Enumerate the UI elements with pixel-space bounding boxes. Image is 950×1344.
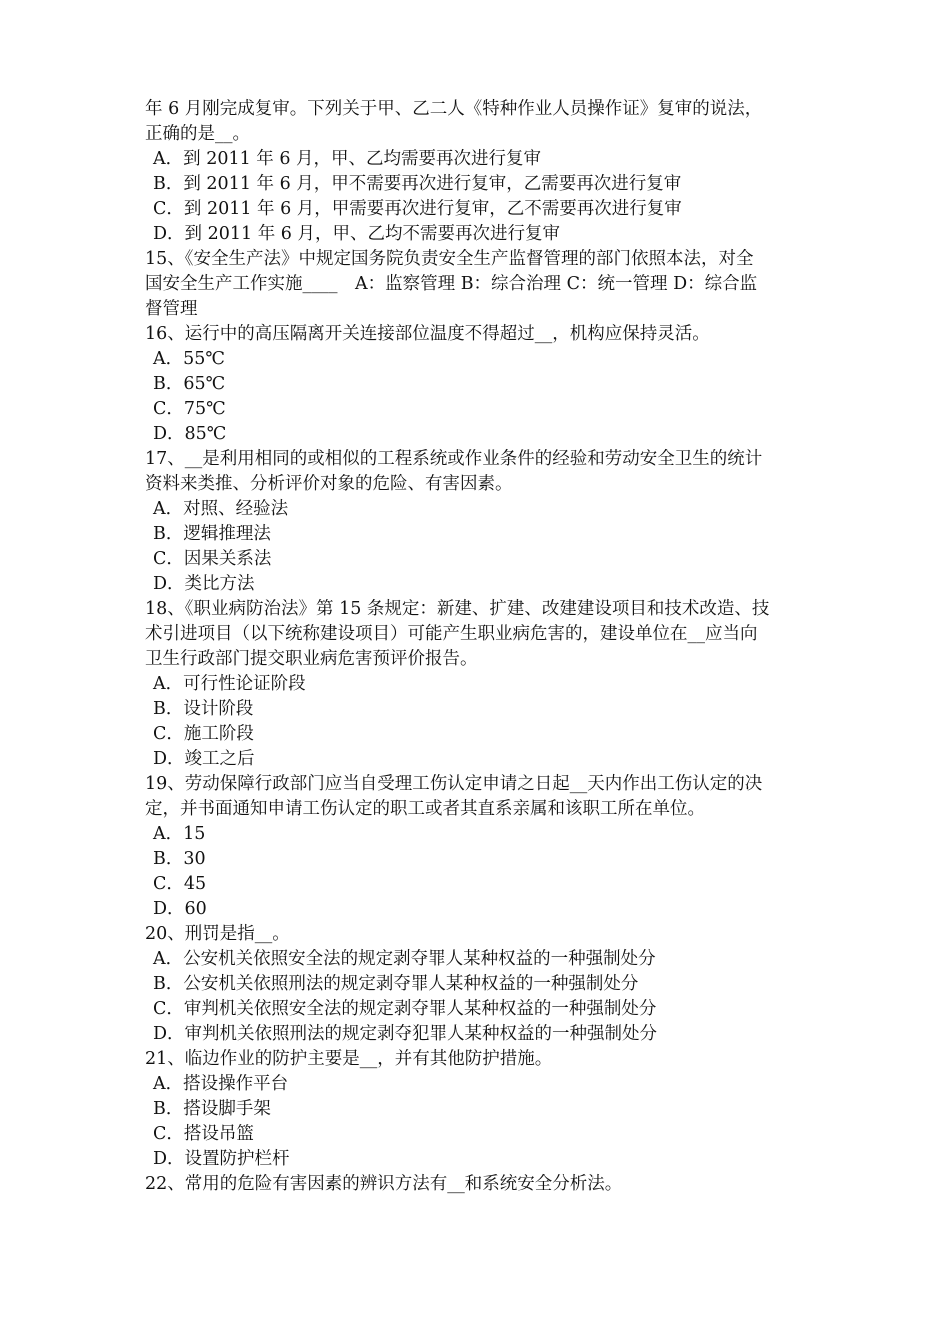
answer-option-line: D．竣工之后 [153, 749, 255, 769]
answer-option-line: A．对照、经验法 [153, 499, 289, 519]
question-text-line: 15、《安全生产法》中规定国务院负责安全生产监督管理的部门依照本法，对全 [145, 249, 754, 269]
question-text-line: 定，并书面通知申请工伤认定的职工或者其直系亲属和该职工所在单位。 [145, 799, 705, 819]
answer-option-line: A．可行性论证阶段 [153, 674, 306, 694]
answer-option-line: C．因果关系法 [153, 549, 272, 569]
question-text-line: 年 6 月刚完成复审。下列关于甲、乙二人《特种作业人员操作证》复审的说法， [145, 99, 763, 119]
answer-option-line: A．公安机关依照安全法的规定剥夺罪人某种权益的一种强制处分 [153, 949, 656, 969]
question-text-line: 资料来类推、分析评价对象的危险、有害因素。 [145, 474, 513, 494]
question-text-line: 22、常用的危险有害因素的辨识方法有__和系统安全分析法。 [145, 1174, 623, 1194]
answer-option-line: D．85℃ [153, 424, 227, 444]
answer-option-line: B．到 2011 年 6 月，甲不需要再次进行复审，乙需要再次进行复审 [153, 174, 682, 194]
answer-option-line: C．搭设吊篮 [153, 1124, 254, 1144]
question-text-line: 正确的是__。 [145, 124, 250, 144]
exam-text-body [145, 97, 810, 1197]
answer-option-line: D．审判机关依照刑法的规定剥夺犯罪人某种权益的一种强制处分 [153, 1024, 658, 1044]
question-text-line: 18、《职业病防治法》第 15 条规定：新建、扩建、改建建设项目和技术改造、技 [145, 599, 770, 619]
answer-option-line: A．55℃ [153, 349, 225, 369]
answer-option-line: A．15 [153, 824, 206, 844]
answer-option-line: A．到 2011 年 6 月，甲、乙均需要再次进行复审 [153, 149, 542, 169]
question-text-line: 督管理 [145, 299, 198, 319]
answer-option-line: D．设置防护栏杆 [153, 1149, 290, 1169]
answer-option-line: C．45 [153, 874, 207, 894]
answer-option-line: B．65℃ [153, 374, 226, 394]
answer-option-line: D．到 2011 年 6 月，甲、乙均不需要再次进行复审 [153, 224, 560, 244]
answer-option-line: B．设计阶段 [153, 699, 254, 719]
answer-option-line: B．30 [153, 849, 206, 869]
question-text-line: 术引进项目（以下统称建设项目）可能产生职业病危害的，建设单位在__应当向 [145, 624, 758, 644]
answer-option-line: A．搭设操作平台 [153, 1074, 289, 1094]
answer-option-line: C．75℃ [153, 399, 226, 419]
question-text-line: 卫生行政部门提交职业病危害预评价报告。 [145, 649, 478, 669]
answer-option-line: B．搭设脚手架 [153, 1099, 271, 1119]
answer-option-line: B．逻辑推理法 [153, 524, 271, 544]
answer-option-line: C．审判机关依照安全法的规定剥夺罪人某种权益的一种强制处分 [153, 999, 657, 1019]
question-text-line: 16、运行中的高压隔离开关连接部位温度不得超过__，机构应保持灵活。 [145, 324, 710, 344]
question-text-line: 19、劳动保障行政部门应当自受理工伤认定申请之日起__天内作出工伤认定的决 [145, 774, 763, 794]
question-text-line: 20、刑罚是指__。 [145, 924, 290, 944]
answer-option-line: B．公安机关依照刑法的规定剥夺罪人某种权益的一种强制处分 [153, 974, 639, 994]
answer-option-line: C．施工阶段 [153, 724, 254, 744]
question-text-line: 21、临边作业的防护主要是__，并有其他防护措施。 [145, 1049, 553, 1069]
answer-option-line: D．类比方法 [153, 574, 255, 594]
answer-option-line: C．到 2011 年 6 月，甲需要再次进行复审，乙不需要再次进行复审 [153, 199, 682, 219]
question-text-line: 17、__是利用相同的或相似的工程系统或作业条件的经验和劳动安全卫生的统计 [145, 449, 763, 469]
answer-option-line: D．60 [153, 899, 207, 919]
question-text-line: 国安全生产工作实施____ A：监察管理 B：综合治理 C：统一管理 D：综合监 [145, 274, 758, 294]
